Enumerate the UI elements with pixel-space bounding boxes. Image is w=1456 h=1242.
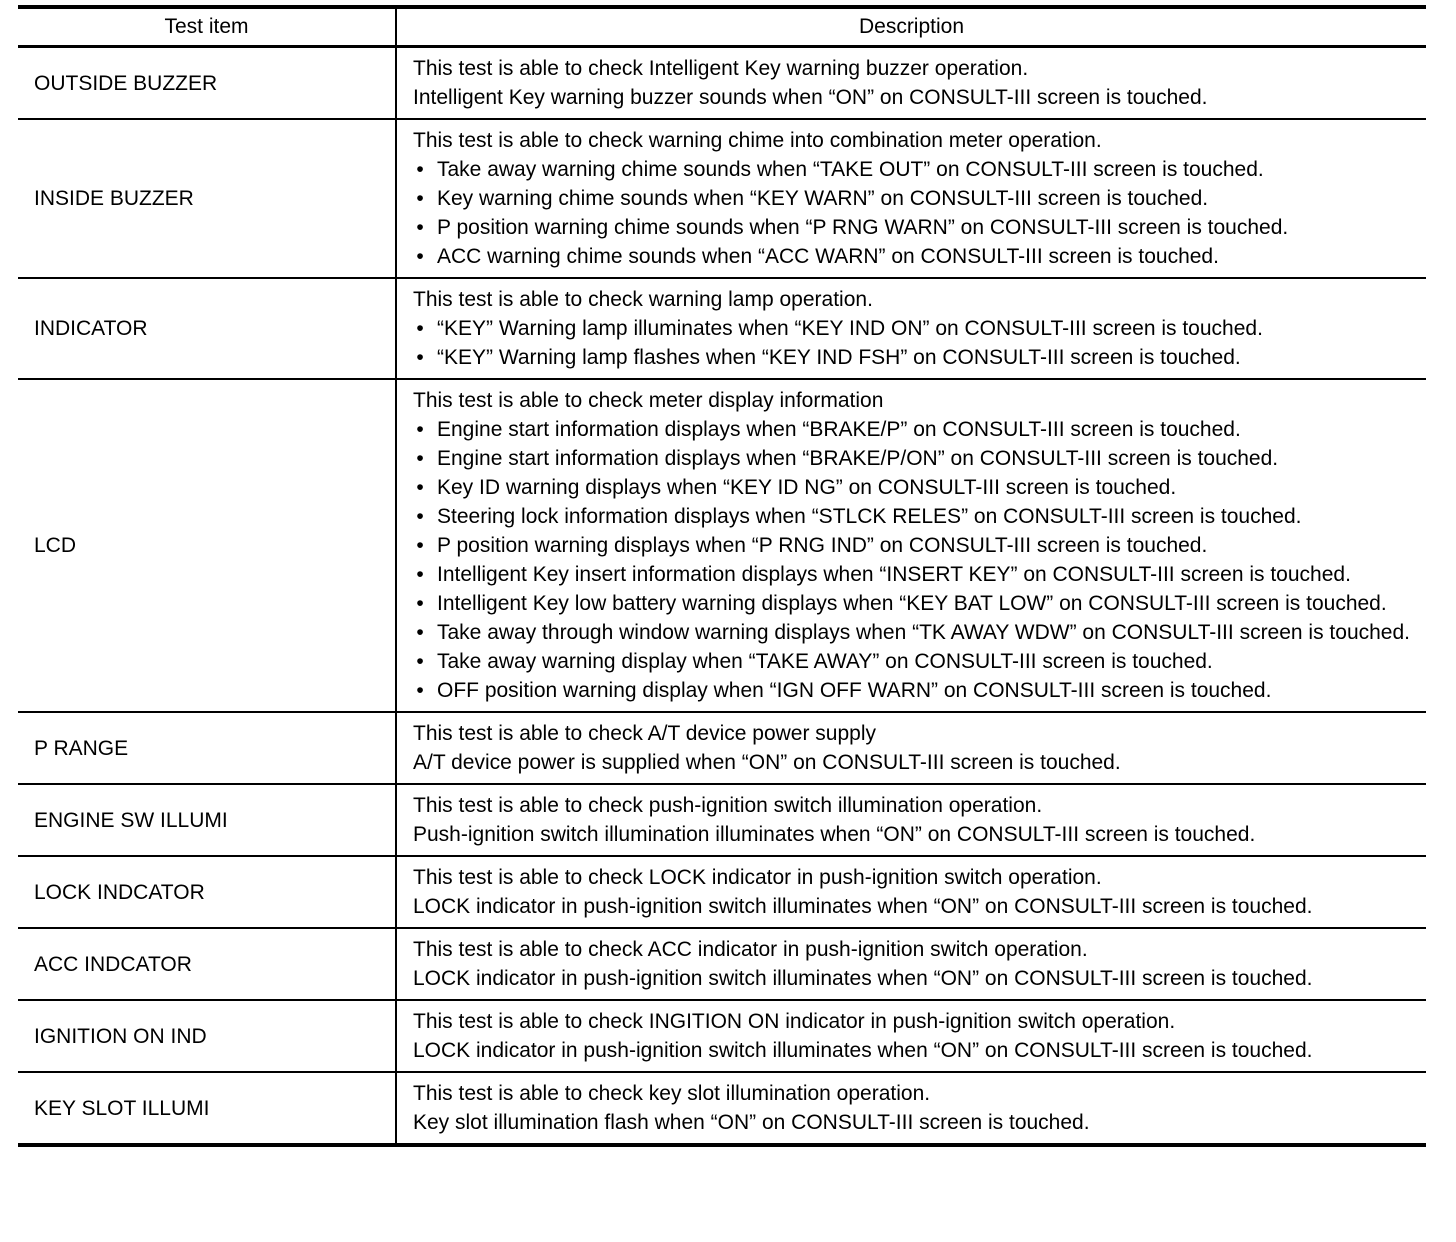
bullet-dot-icon: •	[416, 679, 424, 702]
bullet-text: OFF position warning display when “IGN OFF WARN” on CONSULT-III screen is touched.	[437, 679, 1272, 702]
description-line: This test is able to check push-ignition switch illumination operation.	[413, 794, 1043, 817]
description-line: This test is able to check A/T device power supply	[413, 722, 877, 745]
table-row	[18, 278, 1426, 379]
bullet-item	[413, 676, 1418, 705]
bullet-dot-icon: •	[416, 317, 424, 340]
description-line: This test is able to check ACC indicator in push-ignition switch operation.	[413, 938, 1088, 961]
bullet-item	[413, 473, 1418, 502]
bullet-dot-icon: •	[416, 476, 424, 499]
table-row	[18, 47, 1426, 120]
description-cell	[396, 928, 1426, 1000]
description-line: LOCK indicator in push-ignition switch illuminates when “ON” on CONSULT-III screen is touched.	[413, 895, 1313, 918]
table-row	[18, 379, 1426, 712]
header-test-item: Test item	[18, 7, 396, 47]
bullet-dot-icon: •	[416, 650, 424, 673]
description-cell	[396, 278, 1426, 379]
bullet-text: Take away through window warning displays when “TK AWAY WDW” on CONSULT-III screen is touched.	[437, 621, 1410, 644]
test-item-cell: LCD	[18, 379, 396, 712]
description-cell	[396, 47, 1426, 120]
description-line: LOCK indicator in push-ignition switch illuminates when “ON” on CONSULT-III screen is touched.	[413, 967, 1313, 990]
bullet-text: ACC warning chime sounds when “ACC WARN” on CONSULT-III screen is touched.	[437, 245, 1219, 268]
description-cell	[396, 1000, 1426, 1072]
table-row	[18, 119, 1426, 278]
test-item-cell: KEY SLOT ILLUMI	[18, 1072, 396, 1145]
bullet-item	[413, 415, 1418, 444]
bullet-dot-icon: •	[416, 505, 424, 528]
bullet-text: Engine start information displays when “BRAKE/P/ON” on CONSULT-III screen is touched.	[437, 447, 1279, 470]
table-row	[18, 856, 1426, 928]
table-row	[18, 784, 1426, 856]
description-cell	[396, 119, 1426, 278]
bullet-dot-icon: •	[416, 447, 424, 470]
test-item-cell: LOCK INDCATOR	[18, 856, 396, 928]
table-row	[18, 712, 1426, 784]
description-cell	[396, 379, 1426, 712]
bullet-item	[413, 502, 1418, 531]
description-line: Intelligent Key warning buzzer sounds when “ON” on CONSULT-III screen is touched.	[413, 86, 1208, 109]
description-line: This test is able to check Intelligent Key warning buzzer operation.	[413, 57, 1029, 80]
bullet-text: Take away warning display when “TAKE AWAY” on CONSULT-III screen is touched.	[437, 650, 1213, 673]
bullet-list	[413, 314, 1418, 372]
table-row	[18, 1072, 1426, 1145]
bullet-dot-icon: •	[416, 216, 424, 239]
bullet-text: Take away warning chime sounds when “TAKE OUT” on CONSULT-III screen is touched.	[437, 158, 1264, 181]
bullet-text: Engine start information displays when “BRAKE/P” on CONSULT-III screen is touched.	[437, 418, 1241, 441]
bullet-dot-icon: •	[416, 346, 424, 369]
test-item-cell: OUTSIDE BUZZER	[34, 71, 218, 95]
bullet-text: “KEY” Warning lamp illuminates when “KEY IND ON” on CONSULT-III screen is touched.	[437, 317, 1263, 340]
bullet-text: Steering lock information displays when “STLCK RELES” on CONSULT-III screen is touched.	[437, 505, 1302, 528]
bullet-dot-icon: •	[416, 592, 424, 615]
header-description: Description	[396, 7, 1426, 47]
description-line: This test is able to check meter display information	[413, 389, 884, 412]
test-item-cell: P RANGE	[18, 712, 396, 784]
bullet-text: P position warning chime sounds when “P RNG WARN” on CONSULT-III screen is touched.	[437, 216, 1289, 239]
bullet-dot-icon: •	[416, 158, 424, 181]
test-item-cell: ACC INDCATOR	[18, 928, 396, 1000]
bullet-item	[413, 155, 1418, 184]
description-line: Key slot illumination flash when “ON” on CONSULT-III screen is touched.	[413, 1111, 1090, 1134]
bullet-text: “KEY” Warning lamp flashes when “KEY IND FSH” on CONSULT-III screen is touched.	[437, 346, 1241, 369]
description-line: This test is able to check warning chime into combination meter operation.	[413, 129, 1102, 152]
bullet-text: P position warning displays when “P RNG IND” on CONSULT-III screen is touched.	[437, 534, 1208, 557]
bullet-text: Key ID warning displays when “KEY ID NG” on CONSULT-III screen is touched.	[437, 476, 1177, 499]
bullet-item	[413, 531, 1418, 560]
bullet-item	[413, 213, 1418, 242]
bullet-dot-icon: •	[416, 621, 424, 644]
bullet-dot-icon: •	[416, 534, 424, 557]
test-item-cell: IGNITION ON IND	[18, 1000, 396, 1072]
description-line: A/T device power is supplied when “ON” on CONSULT-III screen is touched.	[413, 751, 1121, 774]
test-item-cell: INSIDE BUZZER	[18, 119, 396, 278]
description-cell	[396, 784, 1426, 856]
table-header-row	[18, 7, 1426, 47]
bullet-text: Intelligent Key insert information displays when “INSERT KEY” on CONSULT-III screen is touched.	[437, 563, 1351, 586]
test-item-cell: ENGINE SW ILLUMI	[18, 784, 396, 856]
bullet-item	[413, 343, 1418, 372]
bullet-item	[413, 560, 1418, 589]
description-cell	[396, 856, 1426, 928]
description-line: Push-ignition switch illumination illuminates when “ON” on CONSULT-III screen is touched.	[413, 823, 1256, 846]
bullet-list	[413, 155, 1418, 271]
description-cell	[396, 712, 1426, 784]
bullet-dot-icon: •	[416, 418, 424, 441]
bullet-dot-icon: •	[416, 563, 424, 586]
bullet-text: Key warning chime sounds when “KEY WARN” on CONSULT-III screen is touched.	[437, 187, 1209, 210]
bullet-item	[413, 184, 1418, 213]
bullet-list	[413, 415, 1418, 705]
description-line: LOCK indicator in push-ignition switch illuminates when “ON” on CONSULT-III screen is touched.	[413, 1039, 1313, 1062]
bullet-dot-icon: •	[416, 187, 424, 210]
description-line: This test is able to check warning lamp operation.	[413, 288, 873, 311]
table-body	[18, 47, 1426, 1146]
description-line: This test is able to check LOCK indicator in push-ignition switch operation.	[413, 866, 1102, 889]
description-line: This test is able to check key slot illumination operation.	[413, 1082, 931, 1105]
test-item-cell: INDICATOR	[18, 278, 396, 379]
bullet-item	[413, 589, 1418, 618]
bullet-item	[413, 242, 1418, 271]
table-row	[18, 1000, 1426, 1072]
active-test-table	[18, 5, 1426, 1147]
bullet-item	[413, 618, 1418, 647]
bullet-item	[413, 444, 1418, 473]
bullet-text: Intelligent Key low battery warning displays when “KEY BAT LOW” on CONSULT-III screen is touched.	[437, 592, 1387, 615]
table-row	[18, 928, 1426, 1000]
bullet-item	[413, 647, 1418, 676]
bullet-dot-icon: •	[416, 245, 424, 268]
description-line: This test is able to check INGITION ON indicator in push-ignition switch operation.	[413, 1010, 1176, 1033]
description-cell	[396, 1072, 1426, 1145]
bullet-item	[413, 314, 1418, 343]
